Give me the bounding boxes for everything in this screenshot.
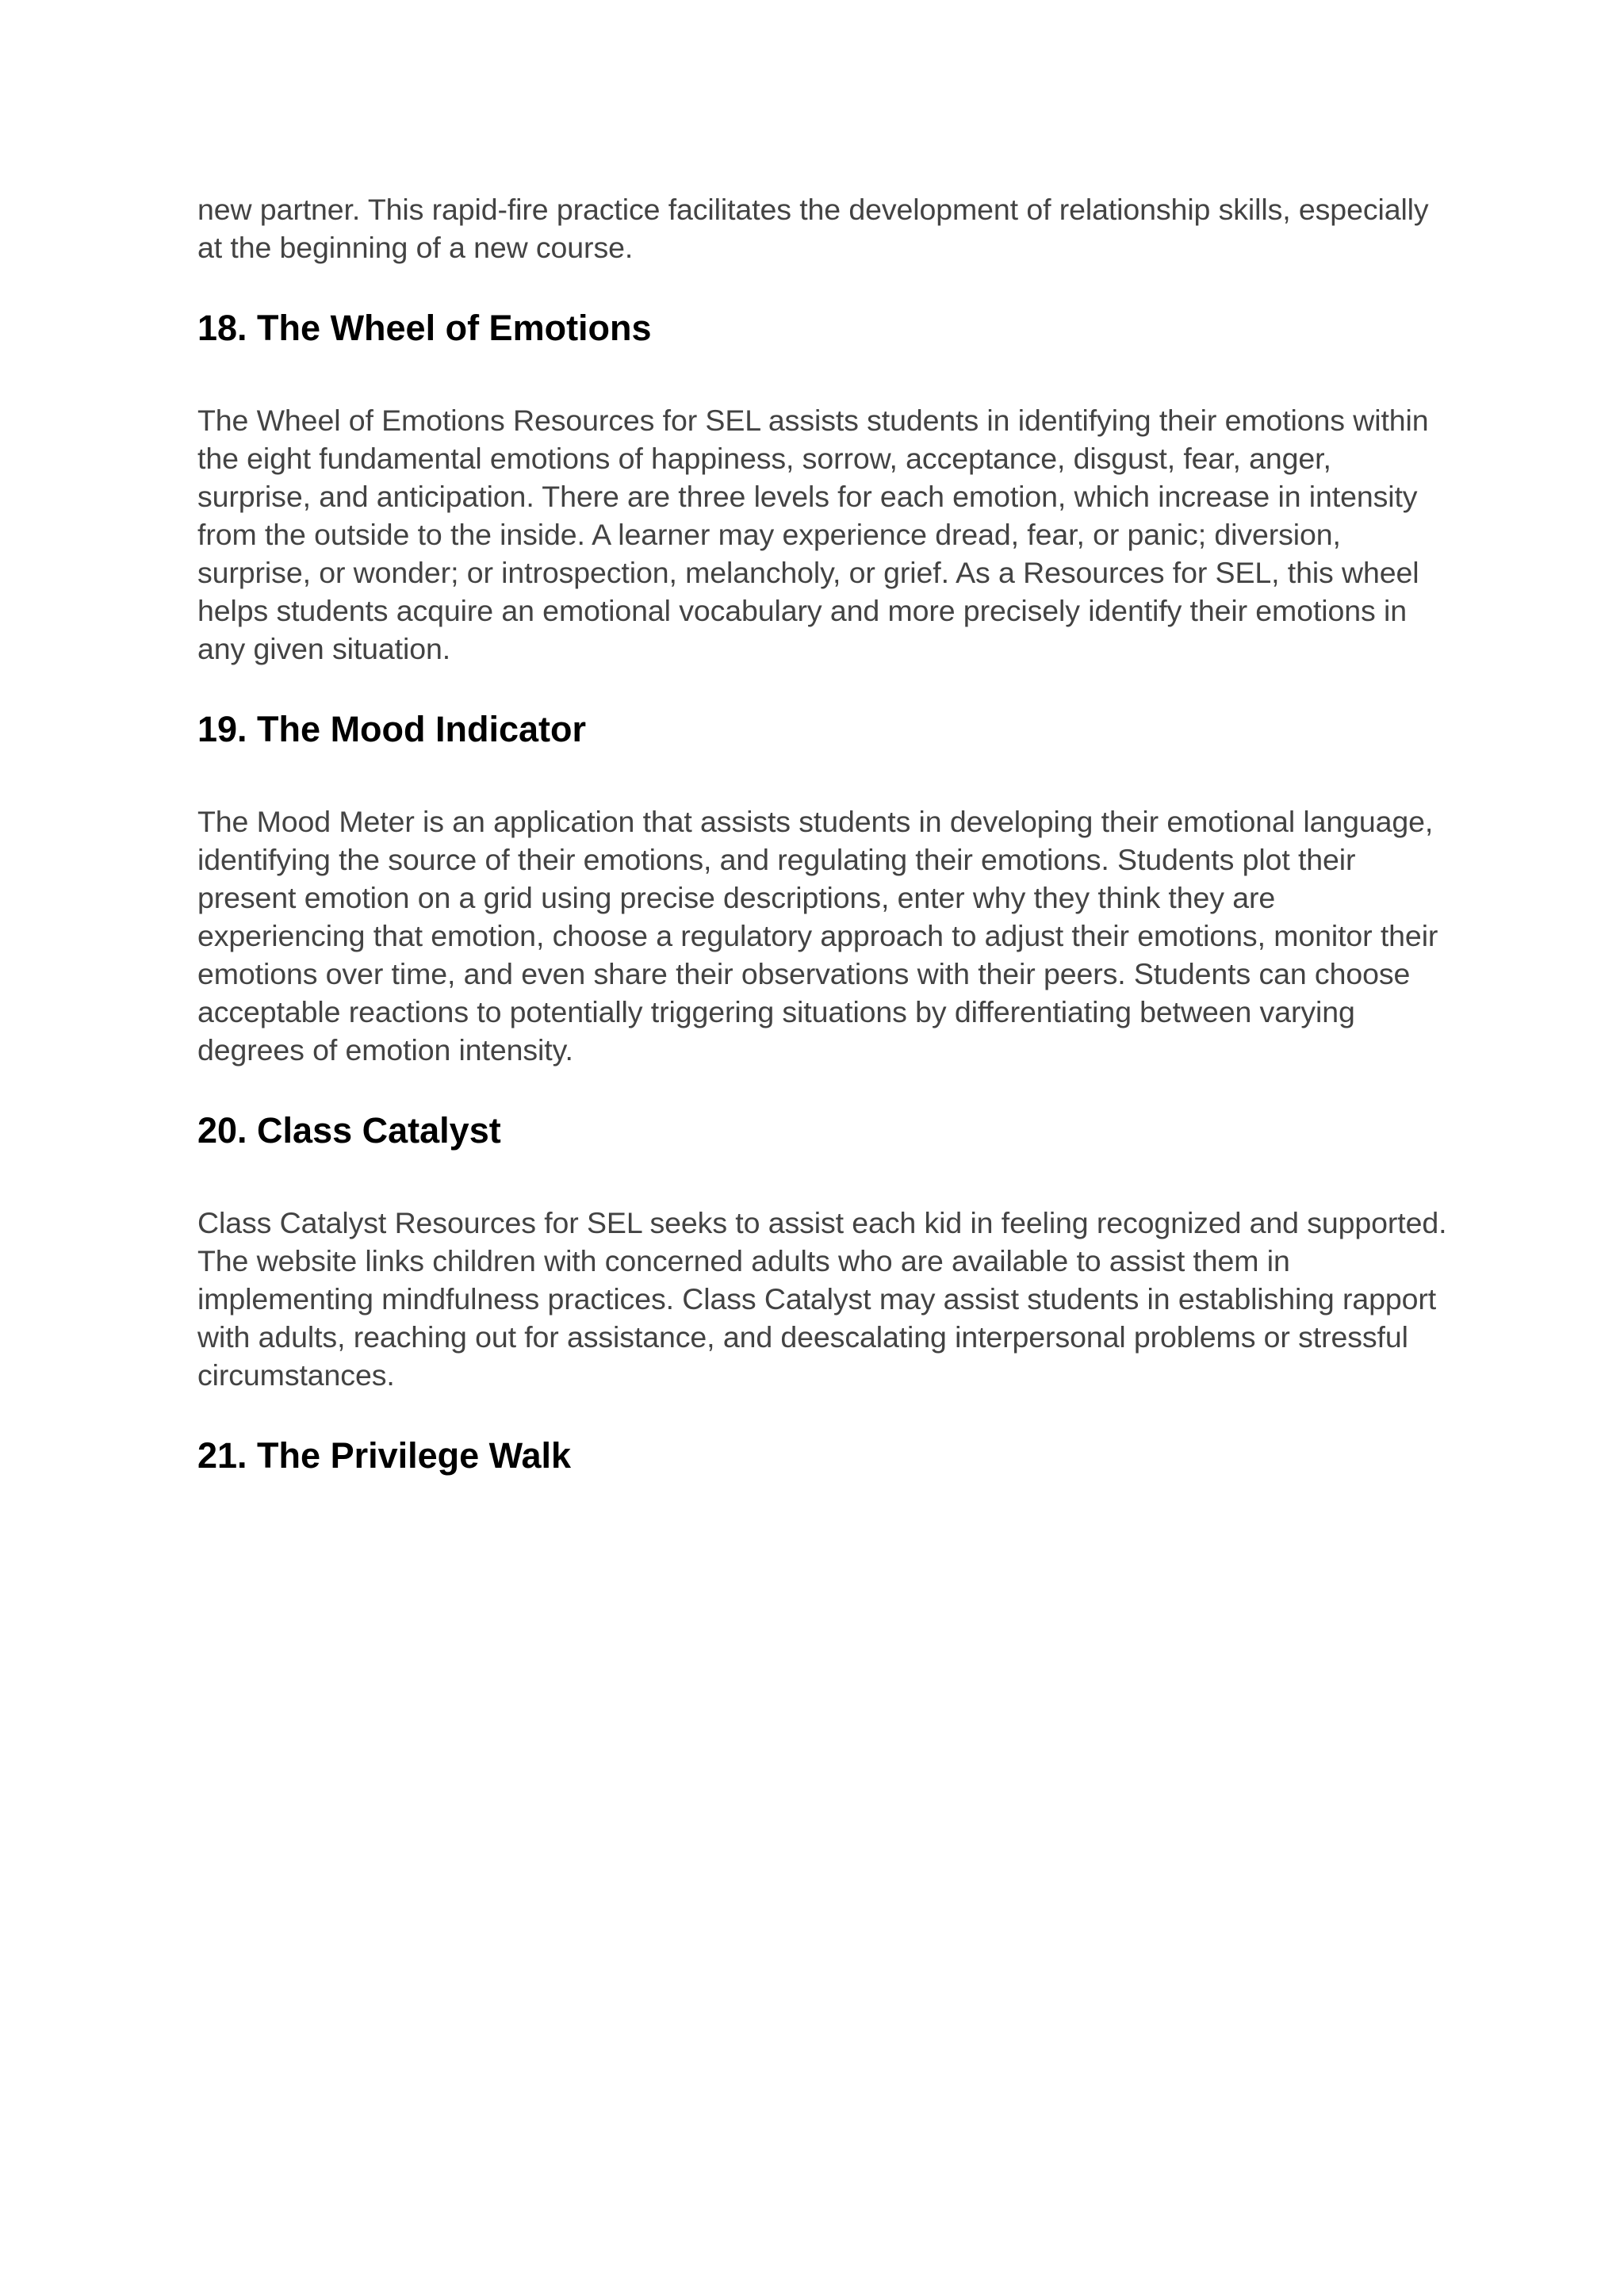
section-body-class-catalyst: Class Catalyst Resources for SEL seeks to assist each kid in feeling recognized and supported. The website links children with concerned adults who are available to assist them in implementing mindfulness practices. Class Catalyst may assist students in establishing rapport with adults, reaching out for assistance, and deescalating interpersonal problems or stressful circumstances. [197, 1206, 1447, 1392]
section-body-wheel-of-emotions: The Wheel of Emotions Resources for SEL assists students in identifying their emotions within the eight fundamental emotions of happiness, sorrow, acceptance, disgust, fear, anger, surprise, and anticipation. There are three levels for each emotion, which increase in intensity from the outside to the inside. A learner may experience dread, fear, or panic; diversion, surprise, or wonder; or introspection, melancholy, or grief. As a Resources for SEL, this wheel helps students acquire an emotional vocabulary and more precisely identify their emotions in any given situation. [197, 404, 1429, 665]
document-content [197, 190, 1450, 1478]
spacer [197, 1153, 1450, 1204]
section-heading-privilege-walk: 21. The Privilege Walk [197, 1435, 572, 1476]
spacer [197, 1394, 1450, 1434]
section-body-mood-indicator: The Mood Meter is an application that assists students in developing their emotional language, identifying the source of their emotions, and regulating their emotions. Students plot their present emotion on a grid using precise descriptions, enter why they think they are experiencing that emotion, choose a regulatory approach to adjust their emotions, monitor their emotions over time, and even share their observations with their peers. Students can choose acceptable reactions to potentially triggering situations by differentiating between varying degrees of emotion intensity. [197, 805, 1438, 1067]
spacer [197, 668, 1450, 707]
intro-paragraph: new partner. This rapid-fire practice facilitates the development of relationship skills, especially at the beginning of a new course. [197, 193, 1429, 264]
spacer [197, 266, 1450, 306]
section-heading-wheel-of-emotions: 18. The Wheel of Emotions [197, 308, 652, 348]
spacer [197, 752, 1450, 802]
spacer [197, 1069, 1450, 1109]
spacer [197, 350, 1450, 401]
section-heading-mood-indicator: 19. The Mood Indicator [197, 709, 587, 749]
section-heading-class-catalyst: 20. Class Catalyst [197, 1110, 501, 1151]
